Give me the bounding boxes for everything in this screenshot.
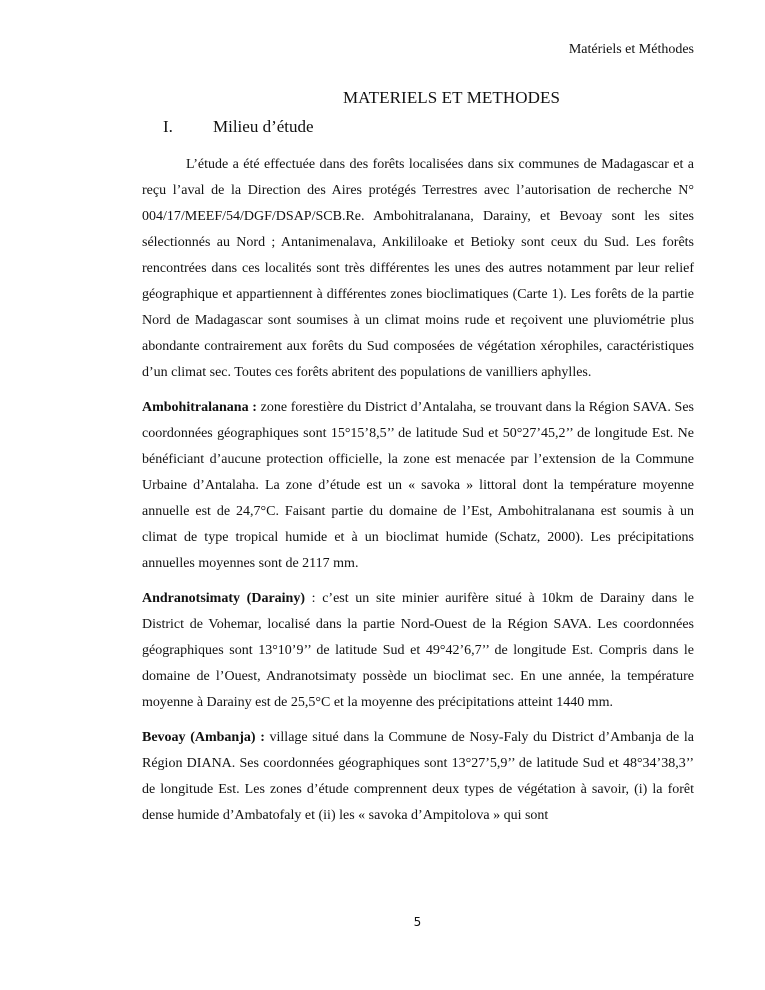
site-paragraph-andranotsimaty [142,586,694,716]
page-number: 5 [413,915,422,929]
site-name-ambohitralanana: Ambohitralanana : [142,400,257,415]
site-name-andranotsimaty: Andranotsimaty (Darainy) [142,591,305,606]
section-heading [163,117,314,137]
intro-paragraph: L’étude a été effectuée dans des forêts localisées dans six communes de Madagascar et a reçu l’aval de la Direction des Aires protégés Terrestres avec l’autorisation de recherche N° 004/17/MEEF/54/DGF/DSAP/SCB.Re. Ambohitralanana, Darainy, et Bevoay sont les sites sélectionnés au Nord ; Antanimenalava, Ankililoake et Betioky sont ceux du Sud. Les forêts rencontrées dans ces localités sont très différentes les unes des autres notamment par leur relief géographique et appartiennent à différentes zones bioclimatiques (Carte 1). Les forêts de la partie Nord de Madagascar sont soumises à un climat moins rude et reçoivent une pluviométrie plus abondante contrairement aux forêts du Sud composées de végétation xérophiles, caractéristiques d’un climat sec. Toutes ces forêts abritent des populations de vanilliers aphylles. [142,157,694,380]
site-description-bevoay: village situé dans la Commune de Nosy-Faly du District d’Ambanja de la Région DIANA. Ses coordonnées géographiques sont 13°27’5,9’’ de latitude Sud et 48°34’38,3’’ de longitude Est. Les zones d’étude comprennent deux types de végétation à savoir, (i) la forêt dense humide d’Ambatofaly et (ii) les « savoka d’Ampitolova » qui sont [142,730,695,823]
section-number: I. [163,117,173,136]
site-description-andranotsimaty: : c’est un site minier aurifère situé à 10km de Darainy dans le District de Vohemar, localisé dans la partie Nord-Ouest de la Région SAVA. Les coordonnées géographiques sont 13°10’9’’ de latitude Sud et 49°42’6,7’’ de longitude Est. Compris dans le domaine de l’Ouest, Andranotsimaty possède un bioclimat sec. En une année, la température moyenne à Darainy est de 25,5°C et la moyenne des précipitations atteint 1440 mm. [142,591,694,710]
site-paragraph-ambohitralanana [142,395,694,577]
site-paragraph-bevoay [142,725,694,829]
body-text [142,152,694,829]
site-name-bevoay: Bevoay (Ambanja) : [142,730,265,745]
running-header: Matériels et Méthodes [568,42,694,57]
chapter-title: MATERIELS ET METHODES [342,88,561,107]
site-description-ambohitralanana: zone forestière du District d’Antalaha, se trouvant dans la Région SAVA. Ses coordonnées géographiques sont 15°15’8,5’’ de latitude Sud et 50°27’45,2’’ de longitude Est. Ne bénéficiant d’aucune protection officielle, la zone est menacée par l’extension de la Commune Urbaine d’Antalaha. La zone d’étude est un « savoka » littoral dont la température moyenne annuelle est de 24,7°C. Faisant partie du domaine de l’Est, Ambohitralanana est soumis à un climat de type tropical humide et à un bioclimat humide (Schatz, 2000). Les précipitations annuelles moyennes sont de 2117 mm. [142,400,695,571]
section-title: Milieu d’étude [213,117,314,136]
